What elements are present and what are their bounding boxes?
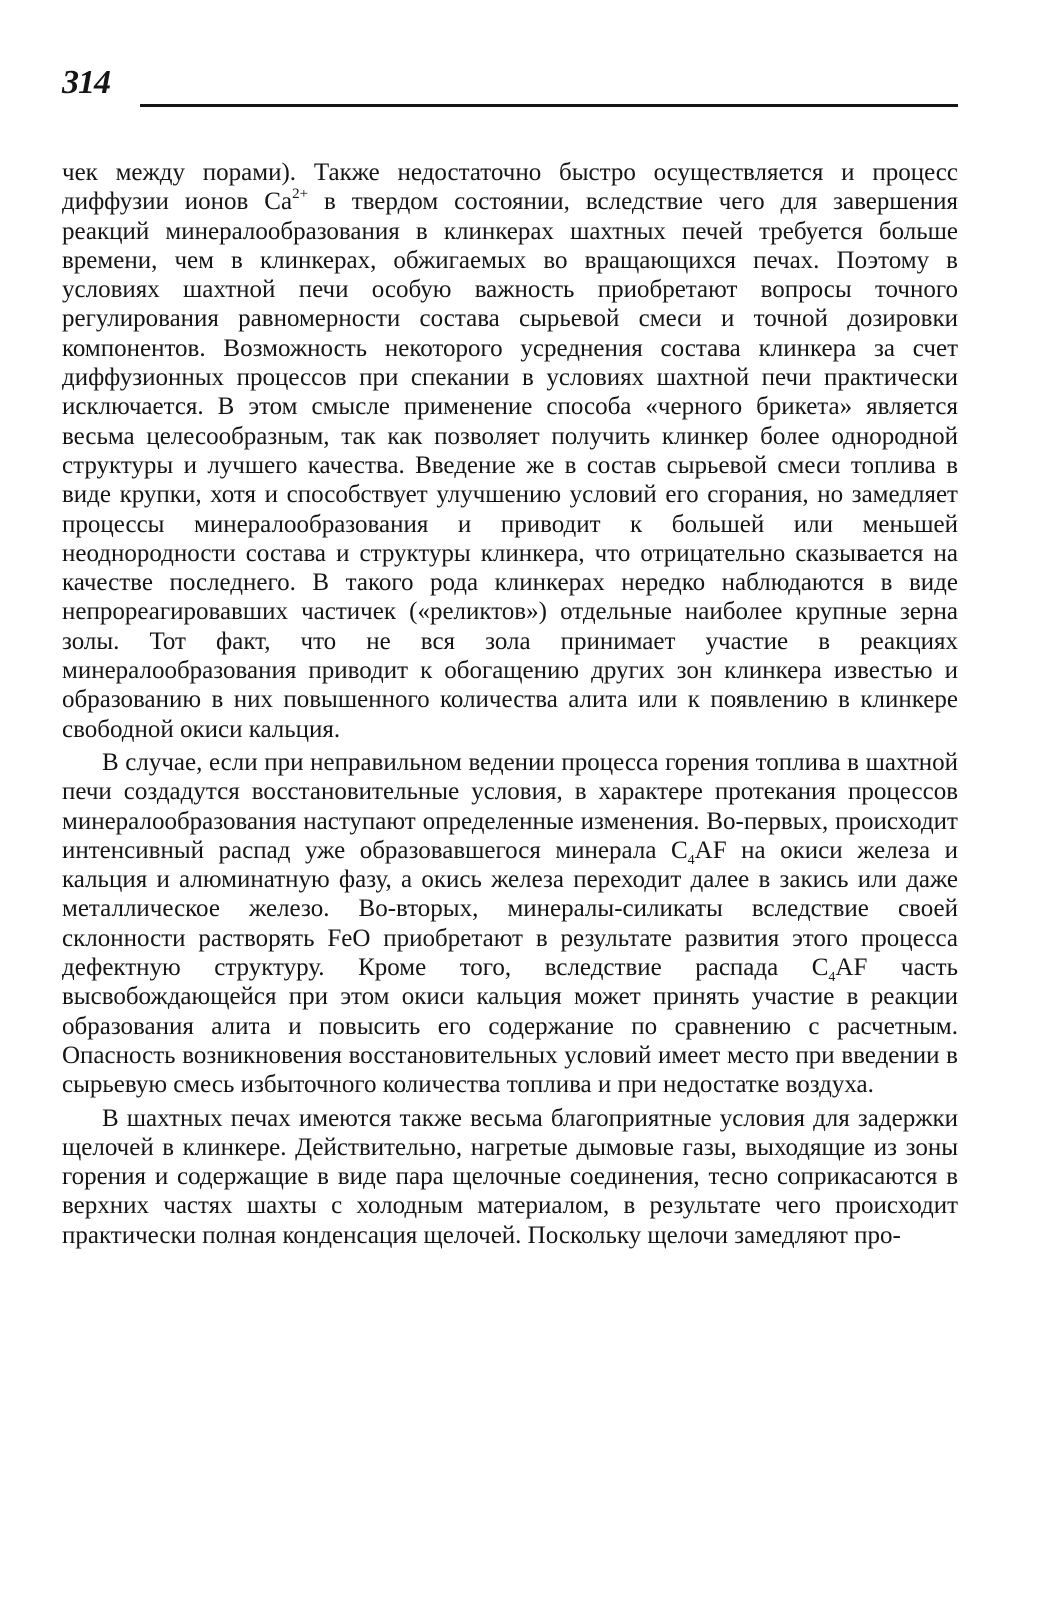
paragraph-text: В случае, если при неправильном ведении процесса горения топлива в шахтной печи создадутся восстановительные условия, в характере протекания процессов минералообразования наступают определенные изменения. Во-первых, происходит интенсивный распад уже образовавшегося минерала C [62, 748, 958, 864]
paragraph [62, 158, 958, 744]
paragraph-text: в твердом состоянии, вследствие чего для завершения реакций минералообразования в клинкерах шахтных печей требуется больше времени, чем в клинкерах, обжигаемых во вращающихся печах. Поэтому в условиях шахтной печи особую важность приобретают вопросы точного регулирования равномерности состава сырьевой смеси и точной дозировки компонентов. Возможность некоторого усреднения состава клинкера за счет диффузионных процессов при спекании в условиях шахтной печи практически исключается. В этом смысле применение способа «черного брикета» является весьма целесообразным, так как позволяет получить клинкер более однородной структуры и лучшего качества. Введение же в состав сырьевой смеси топлива в виде крупки, хотя и способствует улучшению условий его сгорания, но замедляет процессы минералообразования и приводит к большей или меньшей неоднородности состава и структуры клинкера, что отрицательно сказывается на качестве последнего. В такого рода клинкерах нередко наблюдаются в виде непрореагировавших частичек («реликтов») отдельные наиболее крупные зерна золы. Тот факт, что не вся зола принимает участие в реакциях минералообразования приводит к обогащению других зон клинкера известью и образованию в них повышенного количества алита или к появлению в клинкере свободной окиси кальция. [62, 188, 958, 743]
subscript-index: 4 [828, 970, 836, 986]
paragraph-text: В шахтных печах имеются также весьма благоприятные условия для задержки щелочей в клинкере. Действительно, нагретые дымовые газы, выходящие из зоны горения и содержащие в виде пара щелочные соединения, тесно соприкасаются в верхних частях шахты с холодным материалом, в результате чего происходит практически полная конденсация щелочей. Поскольку щелочи замедляют про- [62, 1104, 958, 1249]
paragraph [62, 748, 958, 1100]
paragraph-text: AF часть высвобождающейся при этом окиси кальция может принять участие в реакции образования алита и повысить его содержание по сравнению с расчетным. Опасность возникновения восстановительных условий имеет место при введении в сырьевую смесь избыточного количества топлива и при недостатке воздуха. [62, 954, 958, 1099]
paragraph-text: AF на окиси железа и кальция и алюминатную фазу, а окись железа переходит далее в закись или даже металлическое железо. Во-вторых, минералы-силикаты вследствие своей склонности растворять FeO приобретают в результате развития этого процесса дефектную структуру. Кроме того, вследствие распада C [62, 836, 958, 982]
paragraph [62, 1104, 958, 1250]
superscript-charge: 2+ [292, 185, 309, 202]
subscript-index: 4 [687, 852, 695, 868]
header-rule [140, 104, 958, 107]
page-number: 314 [62, 64, 110, 101]
page-header [62, 60, 958, 110]
body-text [62, 158, 958, 1250]
book-page [62, 60, 958, 1254]
paragraph-text: чек между порами). Также недостаточно быстро осуществляется и процесс диффузии ионов Ca [62, 159, 958, 216]
